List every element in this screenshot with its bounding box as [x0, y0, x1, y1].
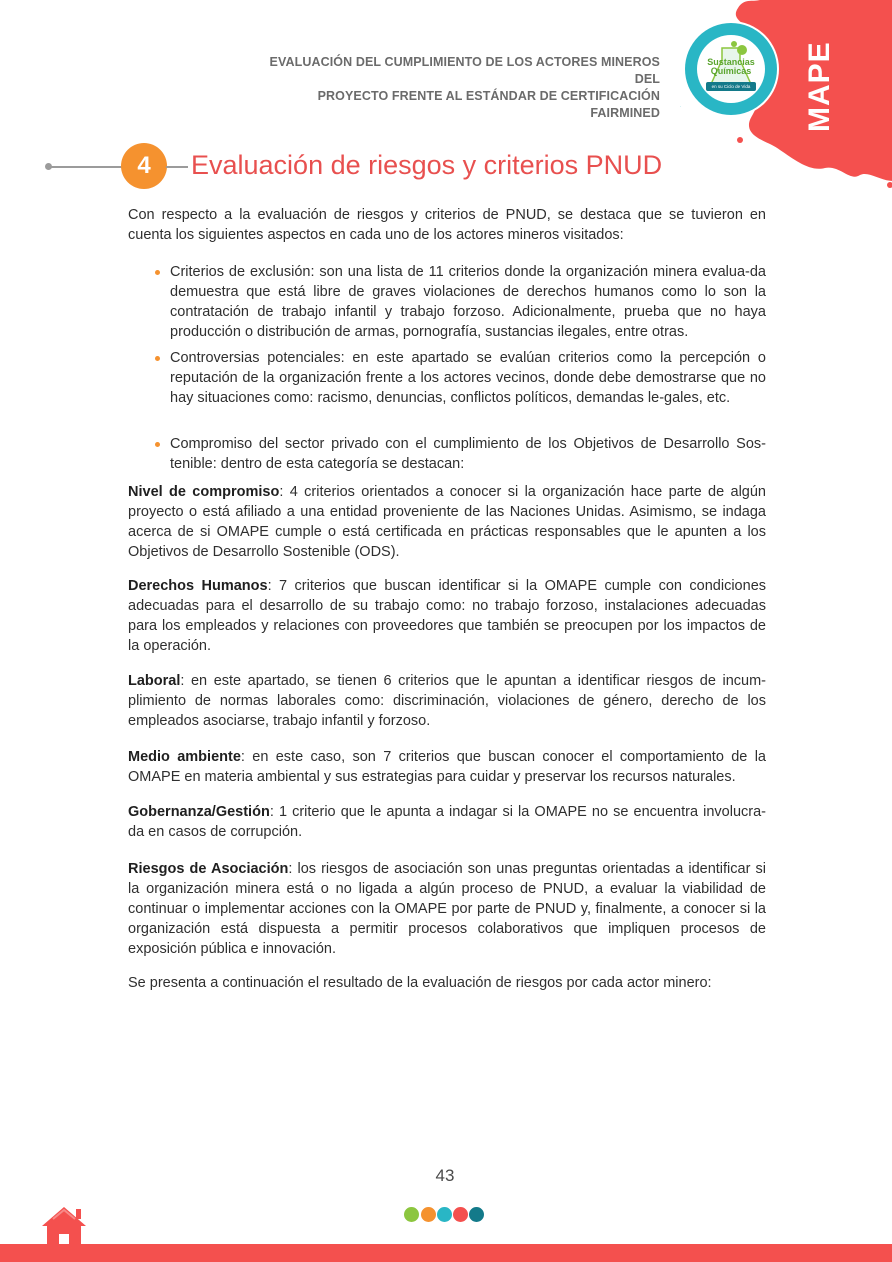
- footer-dot: [453, 1207, 468, 1222]
- category-text: : en este apartado, se tienen 6 criterios que le apuntan a identificar riesgos de incum-plimiento de normas laborales como: discriminación, violaciones de género, derecho de los empleados asociarse, trabajo infantil y forzoso.: [128, 673, 766, 729]
- closing-paragraph: Se presenta a continuación el resultado de la evaluación de riesgos por cada actor minero:: [128, 975, 712, 991]
- category-paragraph: [128, 859, 766, 959]
- logo-ring-text: [680, 106, 681, 107]
- footer-dot: [404, 1207, 419, 1222]
- category-label: Nivel de compromiso: [128, 484, 280, 500]
- category-text: : 4 criterios orientados a conocer si la organización hace parte de algún proyecto o está afiliado a una entidad proveniente de las Naciones Unidas. Asimismo, se indaga acerca de si OMAPE cumple o está certificada en prácticas responsables que le apunten a los Objetivos de Desarrollo Sostenible (ODS).: [128, 484, 766, 560]
- category-paragraph: [128, 482, 766, 562]
- header-title: [260, 54, 660, 122]
- bullet-item: [170, 348, 766, 408]
- footer-dot: [469, 1207, 484, 1222]
- intro-paragraph: Con respecto a la evaluación de riesgos y criterios de PNUD, se destaca que se tuvieron en cuenta los siguientes aspectos en cada uno de los actores mineros visitados:: [128, 207, 766, 243]
- logo-text-sub: en su Ciclo de Vida: [706, 82, 756, 91]
- category-paragraph: [128, 671, 766, 731]
- footer-dot: [421, 1207, 436, 1222]
- heading-rule-right: [166, 166, 188, 168]
- bullet-dot-icon: [155, 356, 160, 361]
- bullet-item: [170, 262, 766, 342]
- bullet-text: Controversias potenciales: en este apartado se evalúan criterios como la percepción o reputación de la organización frente a los actores vecinos, donde debe demostrarse que no hay situaciones como: racismo, denuncias, conflictos políticos, demandas le-gales, etc.: [170, 350, 766, 406]
- logo-text-main: Sustancias Químicas: [707, 57, 755, 76]
- bullet-text: Compromiso del sector privado con el cumplimiento de los Objetivos de Desarrollo Sos-tenible: dentro de esta categoría se destacan:: [170, 436, 766, 472]
- bullet-item: [170, 434, 766, 474]
- mape-tag: MAPE: [803, 41, 836, 132]
- category-text: : los riesgos de asociación son unas preguntas orientadas a identificar si la organización minera está o no ligada a algún proceso de PNUD, a evaluar la viabilidad de continuar o implementar acciones con la OMAPE por parte de PNUD y, finalmente, a conocer si la organización está dispuesta a permitir procesos colaborativos que impliquen procesos de exposición pública e innovación.: [128, 861, 766, 957]
- category-paragraph: [128, 576, 766, 656]
- category-text: : en este caso, son 7 criterios que buscan conocer el comportamiento de la OMAPE en materia ambiental y sus estrategias para cuidar y preservar los recursos naturales.: [128, 749, 766, 785]
- heading-rule-left: [47, 166, 123, 168]
- category-label: Gobernanza/Gestión: [128, 804, 270, 820]
- section-title: Evaluación de riesgos y criterios PNUD: [191, 150, 663, 180]
- header-title-line1: EVALUACIÓN DEL CUMPLIMIENTO DE LOS ACTORES MINEROS DEL: [269, 55, 660, 86]
- home-icon[interactable]: [39, 1204, 89, 1248]
- page-number: 43: [435, 1166, 455, 1185]
- bullet-dot-icon: [155, 442, 160, 447]
- category-paragraph: [128, 747, 766, 787]
- category-label: Derechos Humanos: [128, 578, 268, 594]
- bullet-dot-icon: [155, 270, 160, 275]
- category-text: : 7 criterios que buscan identificar si la OMAPE cumple con condiciones adecuadas para el desarrollo de su trabajo como: no trabajo forzoso, instalaciones adecuadas para los empleados y relaciones con proveedores que también se preocupen por los impactos de la operación.: [128, 578, 767, 654]
- footer-bar: [0, 1244, 892, 1262]
- bullet-text: Criterios de exclusión: son una lista de 11 criterios donde la organización minera evalua-da demuestra que está libre de graves violaciones de derechos humanos como lo son la contratación de trabajo infantil y trabajo forzoso. Adicionalmente, prueba que no haya producción o distribución de armas, pornografía, sustancias ilegales, entre otras.: [170, 264, 766, 340]
- section-number-badge: 4: [121, 143, 167, 189]
- category-label: Laboral: [128, 673, 181, 689]
- category-text: : 1 criterio que le apunta a indagar si la OMAPE no se encuentra involucra-da en casos de corrupción.: [128, 804, 766, 840]
- category-label: Medio ambiente: [128, 749, 241, 765]
- header-title-line2: PROYECTO FRENTE AL ESTÁNDAR DE CERTIFICACIÓN FAIRMINED: [317, 89, 660, 120]
- category-paragraph: [128, 802, 766, 842]
- heading-rule-dot: [45, 163, 52, 170]
- category-label: Riesgos de Asociación: [128, 861, 289, 877]
- footer-dot: [437, 1207, 452, 1222]
